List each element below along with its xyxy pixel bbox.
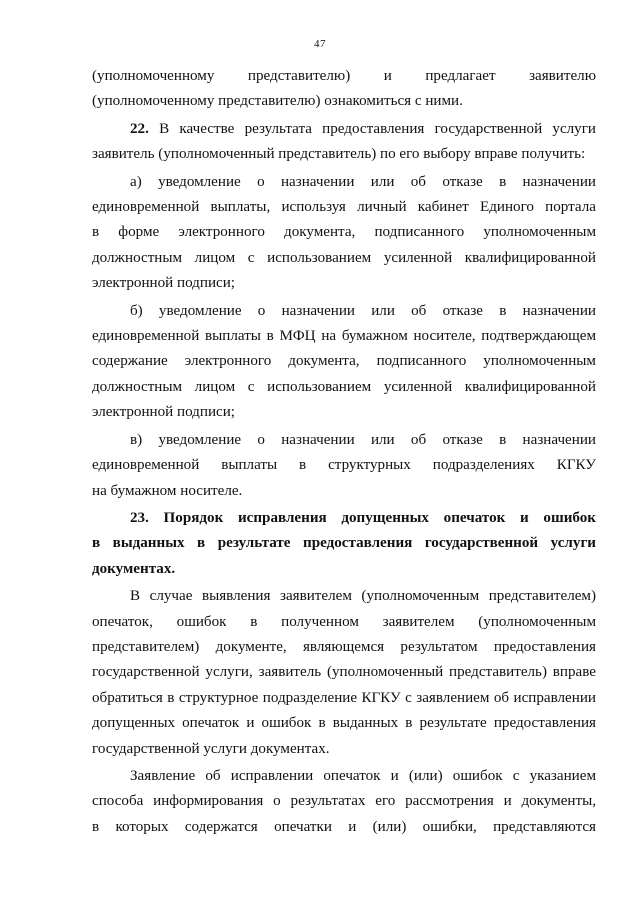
paragraph-item-a [92, 170, 596, 297]
paragraph-item-b [92, 299, 596, 426]
heading-line: в выданных в результате предоставления государственной услуги [92, 535, 596, 552]
paragraph-application [92, 764, 596, 840]
text-line: государственной услуги, заявитель (уполномоченный представитель) вправе [92, 664, 596, 681]
text-line: заявитель (уполномоченный представитель) по его выбору вправе получить: [92, 146, 586, 163]
heading-line: 23. Порядок исправления допущенных опечаток и ошибок [130, 509, 596, 526]
text-line: в форме электронного документа, подписанного уполномоченным [92, 224, 596, 241]
paragraph-continuation [92, 64, 596, 115]
text-line: а) уведомление о назначении или об отказе в назначении [130, 173, 596, 190]
text-line: представителем) документе, являющемся результатом предоставления [92, 638, 596, 655]
text-line: Заявление об исправлении опечаток и (или) ошибок с указанием [130, 767, 596, 784]
text-line: единовременной выплаты в МФЦ на бумажном носителе, подтверждающем [92, 328, 596, 345]
text-line: должностным лицом с использованием усиленной квалифицированной [92, 378, 596, 395]
text-line: содержание электронного документа, подписанного уполномоченным [92, 353, 596, 370]
text-line: (уполномоченному представителю) и предлагает заявителю [92, 68, 596, 84]
text-line: единовременной выплаты, используя личный кабинет Единого портала [92, 199, 596, 216]
paragraph-errors-case [92, 584, 596, 762]
paragraph-22 [92, 117, 596, 168]
text-line: опечаток, ошибок в полученном заявителем (уполномоченным [92, 613, 596, 630]
text-fragment: В качестве результата предоставления государственной услуги [148, 120, 596, 137]
text-line: единовременной выплаты в структурных подразделениях КГКУ [92, 457, 596, 474]
text-line: в) уведомление о назначении или об отказе в назначении [130, 431, 596, 448]
text-line: допущенных опечаток и ошибок в выданных в результате предоставления [92, 715, 596, 732]
text-line: обратиться в структурное подразделение КГКУ с заявлением об исправлении [92, 689, 596, 706]
text-line: электронной подписи; [92, 275, 235, 292]
page-number: 47 [314, 38, 326, 50]
text-line: на бумажном носителе. [92, 482, 243, 499]
text-line: В случае выявления заявителем (уполномоченным представителем) [130, 588, 596, 605]
paragraph-item-v [92, 428, 596, 504]
document-body [92, 64, 596, 840]
text-line: должностным лицом с использованием усиленной квалифицированной [92, 249, 596, 266]
text-line: способа информирования о результатах его рассмотрения и документы, [92, 793, 596, 810]
heading-line: документах. [92, 560, 176, 577]
text-line: электронной подписи; [92, 404, 235, 421]
text-line: в которых содержатся опечатки и (или) ошибки, представляются [92, 818, 596, 835]
text-line [92, 117, 596, 142]
text-line: б) уведомление о назначении или об отказе в назначении [130, 302, 596, 319]
section-heading-23 [92, 506, 596, 582]
section-number: 22. [130, 120, 149, 137]
text-line: (уполномоченному представителю) ознакомиться с ними. [92, 93, 463, 110]
text-line: государственной услуги документах. [92, 740, 330, 757]
